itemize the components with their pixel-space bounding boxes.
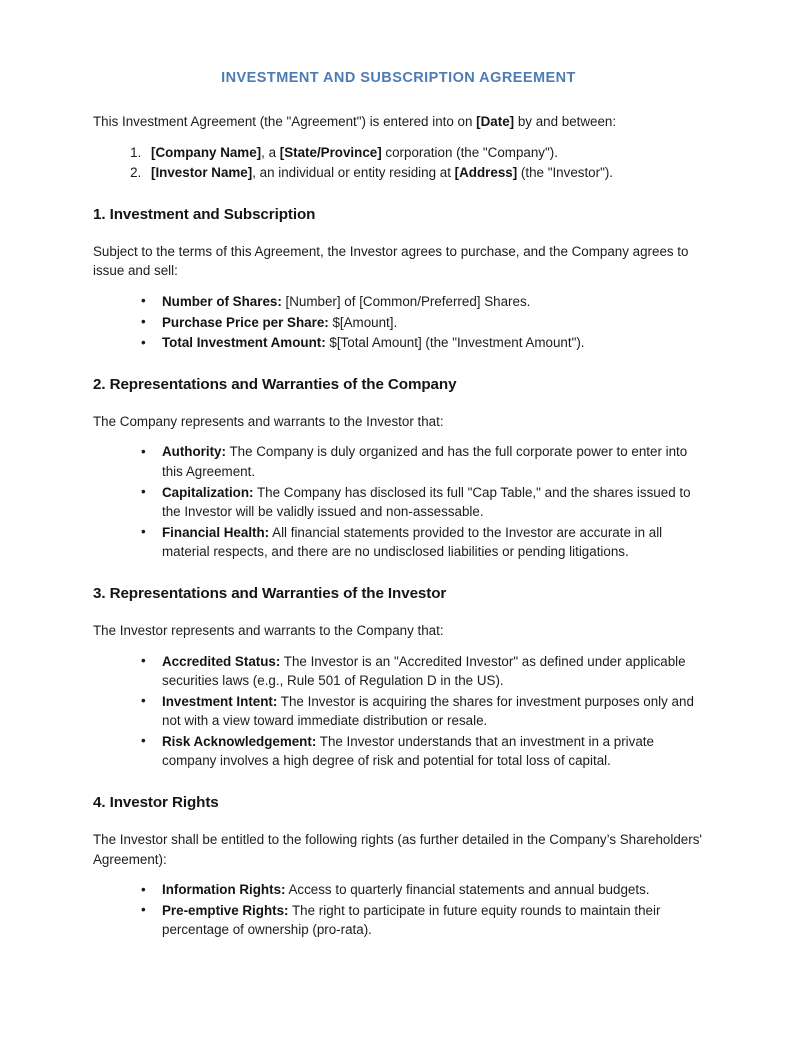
bullet-label: Capitalization: bbox=[162, 484, 254, 500]
bullet-label: Number of Shares: bbox=[162, 293, 282, 309]
list-item bbox=[140, 652, 711, 691]
bullet-text: The right to participate in future equity rounds to maintain their percentage of ownership (pro-rata). bbox=[162, 902, 661, 938]
list-item bbox=[140, 313, 711, 333]
list-item bbox=[145, 143, 711, 163]
intro-text-part1: This Investment Agreement (the "Agreement") is entered into on bbox=[93, 114, 477, 129]
party-name: [Investor Name] bbox=[151, 165, 253, 181]
bullet-text: Access to quarterly financial statements and annual budgets. bbox=[285, 882, 650, 898]
bullet-text: The Investor understands that an investment in a private company involves a high degree of risk and potential for total loss of capital. bbox=[162, 733, 654, 769]
bullet-text: $[Total Amount] (the "Investment Amount"). bbox=[325, 335, 585, 351]
section-lead: Subject to the terms of this Agreement, the Investor agrees to purchase, and the Company agrees to issue and sell: bbox=[93, 243, 689, 279]
list-item bbox=[140, 292, 711, 312]
section-representations-company bbox=[93, 375, 711, 562]
list-item bbox=[140, 732, 711, 771]
bullet-text: The Investor is an "Accredited Investor" as defined under applicable securities laws (e.g., Rule 501 of Regulation D in the US). bbox=[162, 653, 686, 689]
party-state: [Address] bbox=[454, 165, 518, 181]
list-item bbox=[140, 692, 711, 731]
list-item bbox=[140, 333, 711, 353]
bullet-text: The Investor is acquiring the shares for investment purposes only and not with a view toward immediate distribution or resale. bbox=[162, 693, 694, 729]
section-heading: 4. Investor Rights bbox=[93, 794, 219, 812]
section-bullet-list bbox=[93, 652, 711, 772]
bullet-text: The Company is duly organized and has the full corporate power to enter into this Agreement. bbox=[162, 444, 688, 479]
bullet-text: The Company has disclosed its full "Cap Table," and the shares issued to the Investor will be validly issued and non-assessable. bbox=[162, 484, 691, 520]
list-item bbox=[145, 163, 711, 183]
section-heading: 2. Representations and Warranties of the Company bbox=[93, 375, 457, 393]
section-representations-investor bbox=[93, 584, 711, 771]
bullet-label: Financial Health: bbox=[162, 524, 270, 540]
party-tail: (the "Investor"). bbox=[517, 165, 614, 181]
date-placeholder: [Date] bbox=[476, 114, 515, 129]
section-heading: 3. Representations and Warranties of the Investor bbox=[93, 584, 447, 602]
party-name: [Company Name] bbox=[151, 144, 262, 160]
section-lead: The Company represents and warrants to the Investor that: bbox=[93, 413, 444, 429]
party-mid: , a bbox=[261, 144, 280, 160]
section-heading: 1. Investment and Subscription bbox=[93, 205, 316, 223]
bullet-label: Pre-emptive Rights: bbox=[162, 902, 289, 918]
list-item bbox=[140, 442, 711, 481]
party-tail: corporation (the "Company"). bbox=[381, 144, 558, 160]
section-investment-and-subscription bbox=[93, 205, 711, 353]
section-investor-rights bbox=[93, 793, 711, 940]
party-mid: , an individual or entity residing at bbox=[252, 165, 455, 181]
bullet-text: All financial statements provided to the Investor are accurate in all material respects, and there are no undisclosed liabilities or pending litigations. bbox=[162, 524, 663, 560]
party-state: [State/Province] bbox=[279, 144, 382, 160]
list-item bbox=[140, 901, 711, 940]
bullet-label: Total Investment Amount: bbox=[162, 335, 326, 351]
parties-list bbox=[93, 143, 711, 183]
bullet-label: Risk Acknowledgement: bbox=[162, 733, 317, 749]
bullet-text: [Number] of [Common/Preferred] Shares. bbox=[281, 293, 531, 309]
section-lead: The Investor represents and warrants to the Company that: bbox=[93, 622, 444, 638]
bullet-label: Authority: bbox=[162, 444, 226, 460]
section-bullet-list bbox=[93, 292, 711, 353]
bullet-label: Accredited Status: bbox=[162, 653, 281, 669]
list-item bbox=[140, 483, 711, 522]
bullet-label: Investment Intent: bbox=[162, 693, 278, 709]
section-bullet-list bbox=[93, 880, 711, 940]
bullet-label: Purchase Price per Share: bbox=[162, 314, 329, 330]
document-title: INVESTMENT AND SUBSCRIPTION AGREEMENT bbox=[221, 70, 576, 86]
bullet-text: $[Amount]. bbox=[328, 314, 398, 330]
list-item bbox=[140, 523, 711, 562]
list-item bbox=[140, 880, 711, 900]
bullet-label: Information Rights: bbox=[162, 882, 286, 898]
intro-block bbox=[93, 112, 711, 183]
section-bullet-list bbox=[93, 442, 711, 562]
section-lead: The Investor shall be entitled to the following rights (as further detailed in the Company’s Shareholders' Agreement): bbox=[93, 832, 702, 867]
intro-paragraph bbox=[93, 112, 711, 132]
intro-text-part2: by and between: bbox=[514, 114, 617, 129]
